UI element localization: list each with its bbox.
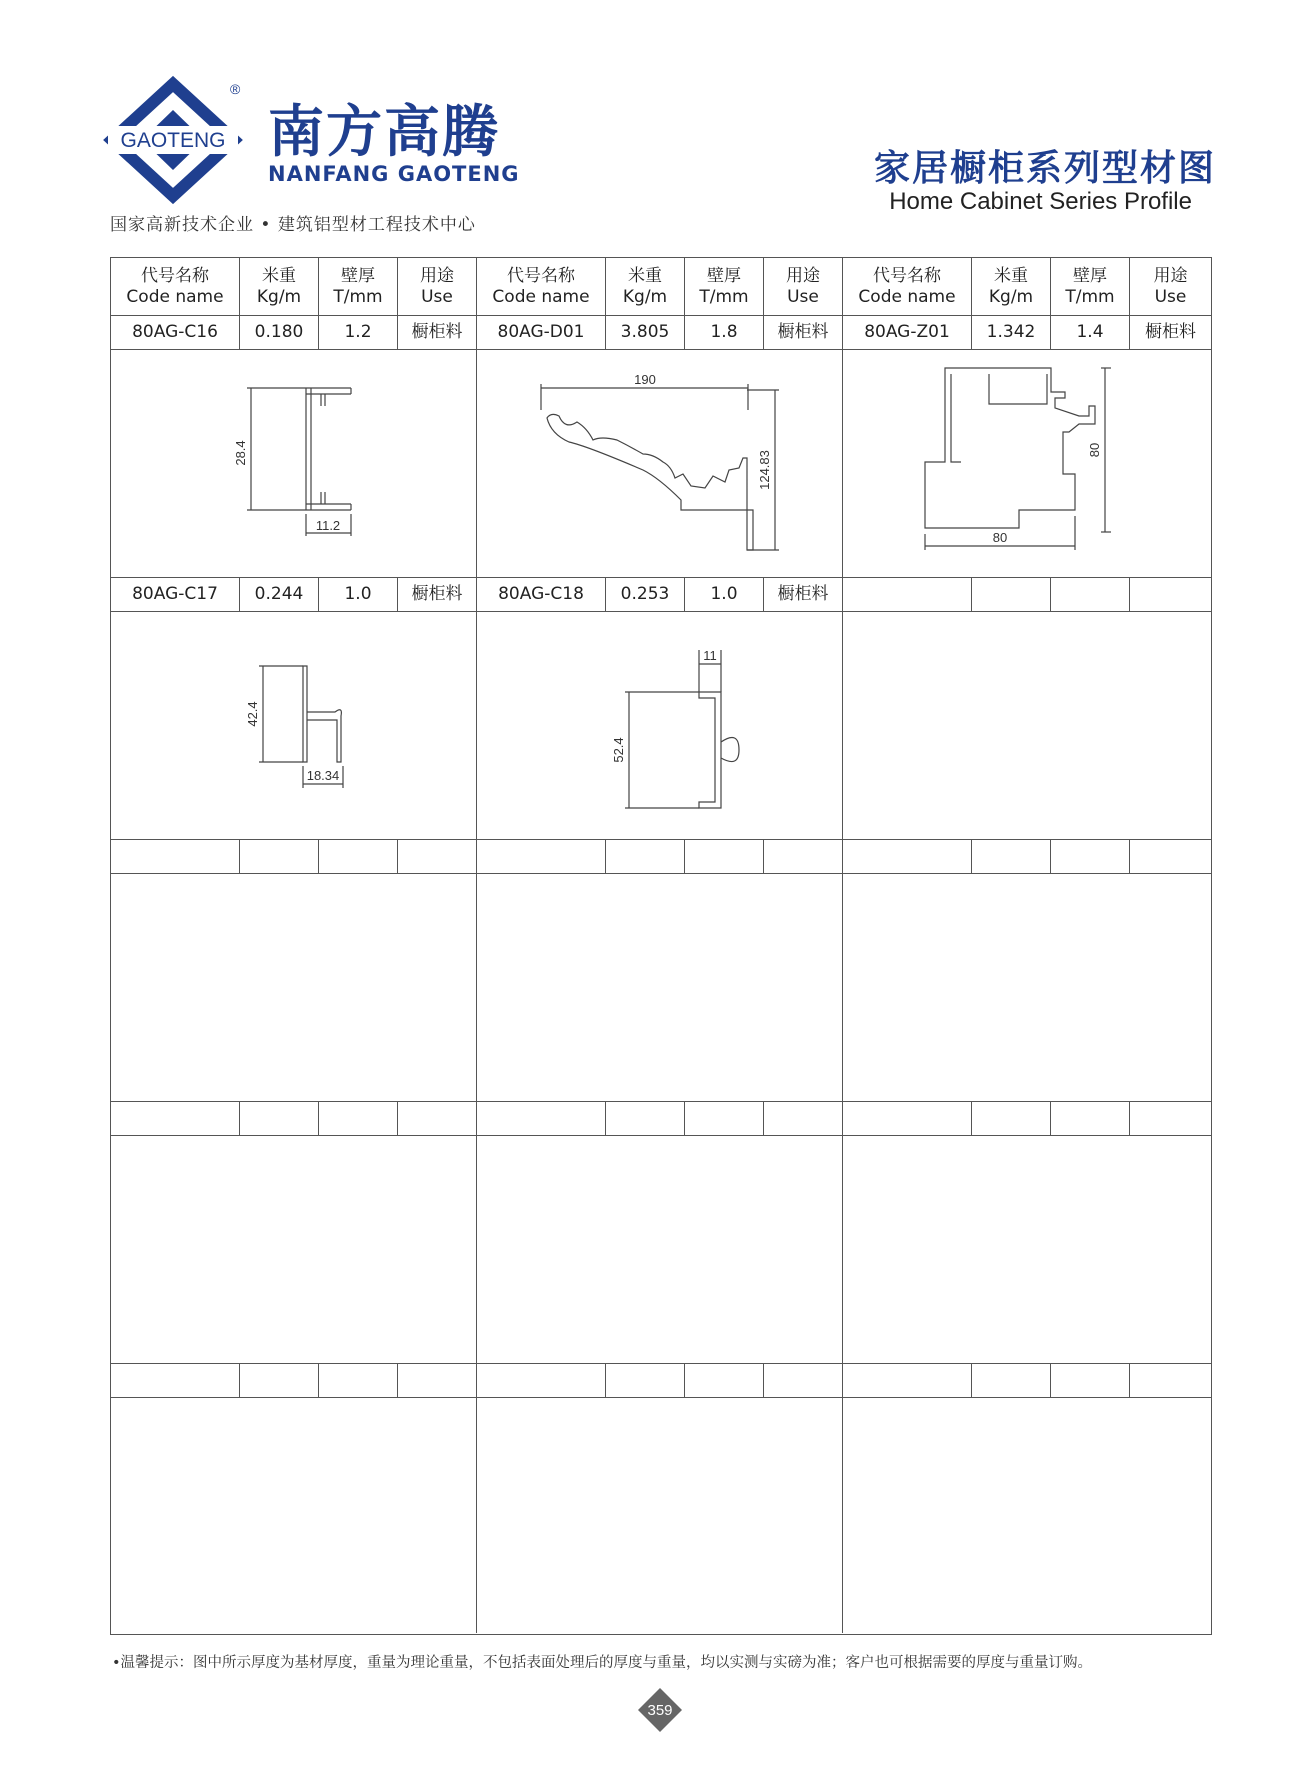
gaoteng-logo	[108, 80, 241, 200]
use-cell: 橱柜料	[398, 316, 477, 349]
thickness-cell: 1.4	[1051, 316, 1130, 349]
empty-cell	[477, 1364, 606, 1397]
profile-image-row	[111, 1398, 1211, 1633]
empty-cell	[1130, 1364, 1211, 1397]
table-row	[111, 1102, 1211, 1136]
code-cell: 80AG-C16	[111, 316, 240, 349]
code-cell: 80AG-Z01	[843, 316, 972, 349]
dim-label: 80	[992, 530, 1008, 545]
dim-label: 28.4	[233, 440, 248, 466]
thickness-cell: 1.0	[319, 578, 398, 611]
page-number: 359	[647, 1702, 673, 1719]
profile-drawing-c18	[477, 612, 843, 839]
header-weight: 米重 Kg/m	[240, 258, 319, 315]
header-thickness: 壁厚 T/mm	[1051, 258, 1130, 315]
empty-cell	[1130, 840, 1211, 873]
table-row	[111, 840, 1211, 874]
profile-drawing-c17	[111, 612, 477, 839]
header-use: 用途 Use	[764, 258, 843, 315]
empty-image-cell	[111, 874, 477, 1101]
table-row	[111, 316, 1211, 350]
page-title-en: Home Cabinet Series Profile	[889, 188, 1192, 215]
brand-tagline: 国家高新技术企业 • 建筑铝型材工程技术中心	[110, 215, 476, 235]
empty-cell	[111, 1364, 240, 1397]
empty-cell	[319, 1364, 398, 1397]
empty-cell	[764, 1102, 843, 1135]
empty-cell	[477, 1102, 606, 1135]
footnote: •温馨提示：图中所示厚度为基材厚度，重量为理论重量，不包括表面处理后的厚度与重量，均以实测与实磅为准；客户也可根据需要的厚度与重量订购。	[112, 1655, 1093, 1671]
dim-label: 52.4	[611, 737, 626, 763]
header-weight: 米重 Kg/m	[972, 258, 1051, 315]
empty-cell	[685, 1102, 764, 1135]
empty-cell	[764, 1364, 843, 1397]
empty-cell	[843, 840, 972, 873]
dim-label: 18.34	[306, 768, 340, 783]
empty-cell	[685, 840, 764, 873]
page-number-badge	[636, 1686, 684, 1734]
empty-cell	[398, 1102, 477, 1135]
code-cell: 80AG-D01	[477, 316, 606, 349]
empty-cell	[477, 840, 606, 873]
empty-cell	[111, 840, 240, 873]
header-code-name: 代号名称 Code name	[843, 258, 972, 315]
dim-label: 124.83	[757, 450, 772, 490]
use-cell: 橱柜料	[764, 316, 843, 349]
empty-cell	[1130, 1102, 1211, 1135]
empty-cell	[398, 1364, 477, 1397]
dim-label: 190	[634, 372, 656, 387]
empty-cell	[1051, 1364, 1130, 1397]
profile-image-row	[111, 350, 1211, 578]
empty-cell	[972, 1102, 1051, 1135]
logo-text: GAOTENG	[120, 129, 226, 152]
empty-cell	[1051, 1102, 1130, 1135]
empty-cell	[319, 1102, 398, 1135]
thickness-cell: 1.8	[685, 316, 764, 349]
brand-name-en: NANFANG GAOTENG	[268, 162, 520, 186]
table-row	[111, 1364, 1211, 1398]
header-use: 用途 Use	[1153, 266, 1188, 307]
header-code-name: 代号名称 Code name	[477, 258, 606, 315]
profile-drawing-z01	[843, 350, 1211, 577]
use-cell: 橱柜料	[1145, 322, 1196, 343]
empty-cell	[606, 1102, 685, 1135]
table-row	[111, 578, 1211, 612]
header-thickness: 壁厚 T/mm	[319, 258, 398, 315]
dim-label: 42.4	[245, 701, 260, 727]
profile-drawing-d01	[477, 350, 843, 577]
dim-label: 11	[703, 648, 717, 663]
thickness-cell: 1.0	[685, 578, 764, 611]
empty-cell	[240, 1364, 319, 1397]
empty-cell	[972, 1364, 1051, 1397]
empty-image-cell	[843, 1398, 1211, 1633]
empty-image-cell	[477, 1398, 843, 1633]
empty-cell	[972, 840, 1051, 873]
header-weight: 米重 Kg/m	[606, 258, 685, 315]
empty-image-cell	[477, 1136, 843, 1363]
empty-cell	[606, 1364, 685, 1397]
weight-cell: 0.253	[606, 578, 685, 611]
empty-image-cell	[843, 874, 1211, 1101]
weight-cell: 3.805	[606, 316, 685, 349]
registered-mark: ®	[230, 81, 241, 97]
empty-cell	[111, 1102, 240, 1135]
thickness-cell: 1.2	[319, 316, 398, 349]
empty-image-cell	[111, 1136, 477, 1363]
empty-cell	[240, 840, 319, 873]
weight-cell: 0.244	[240, 578, 319, 611]
empty-cell	[606, 840, 685, 873]
code-cell: 80AG-C17	[111, 578, 240, 611]
profile-drawing-c16	[111, 350, 477, 577]
empty-cell	[1130, 578, 1211, 611]
empty-cell	[972, 578, 1051, 611]
header-thickness: 壁厚 T/mm	[685, 258, 764, 315]
page-title-cn: 家居橱柜系列型材图	[873, 148, 1216, 189]
empty-cell	[1051, 578, 1130, 611]
profile-image-row	[111, 874, 1211, 1102]
weight-cell: 1.342	[972, 316, 1051, 349]
use-cell: 橱柜料	[764, 578, 843, 611]
profile-image-row	[111, 612, 1211, 840]
profile-table	[110, 257, 1212, 1635]
brand-name-cn: 南方高腾	[268, 100, 500, 165]
header-use: 用途 Use	[398, 258, 477, 315]
empty-cell	[685, 1364, 764, 1397]
empty-image-cell	[111, 1398, 477, 1633]
table-header-row	[111, 258, 1211, 316]
header-code-name: 代号名称 Code name	[111, 258, 240, 315]
empty-image-cell	[477, 874, 843, 1101]
empty-cell	[319, 840, 398, 873]
empty-cell	[1051, 840, 1130, 873]
profile-image-row	[111, 1136, 1211, 1364]
use-cell: 橱柜料	[398, 578, 477, 611]
empty-cell	[843, 1364, 972, 1397]
empty-image-cell	[843, 612, 1211, 839]
empty-cell	[398, 840, 477, 873]
empty-image-cell	[843, 1136, 1211, 1363]
weight-cell: 0.180	[240, 316, 319, 349]
dim-label: 11.2	[315, 518, 341, 533]
empty-cell	[240, 1102, 319, 1135]
empty-cell	[764, 840, 843, 873]
code-cell: 80AG-C18	[477, 578, 606, 611]
empty-cell	[843, 578, 972, 611]
dim-label: 80	[1087, 442, 1102, 458]
empty-cell	[843, 1102, 972, 1135]
